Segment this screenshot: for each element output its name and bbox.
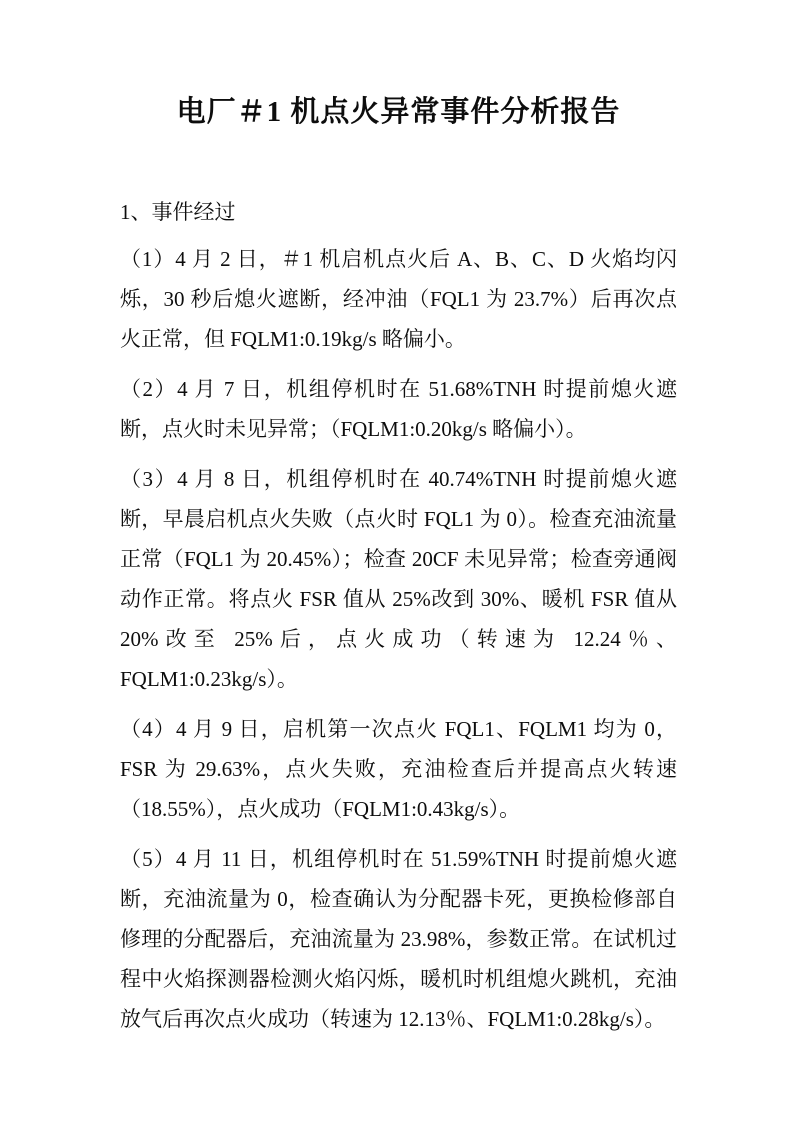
document-title: 电厂＃1 机点火异常事件分析报告	[176, 96, 621, 128]
paragraph-event-3: （3）4 月 8 日，机组停机时在 40.74%TNH 时提前熄火遮断，早晨启机点火失败（点火时 FQL1 为 0）。检查充油流量正常（FQL1 为 20.45%）；检查 20CF 未见异常；检查旁通阀动作正常。将点火 FSR 值从 25%改到 30%、暖机 FSR 值从 20%改至 25%后，点火成功（转速为 12.24％、FQLM1:0.23kg/s）。	[120, 467, 677, 691]
section-heading-event-course: 1、事件经过	[120, 200, 236, 224]
paragraph-event-4: （4）4 月 9 日，启机第一次点火 FQL1、FQLM1 均为 0，FSR 为 29.63%，点火失败，充油检查后并提高点火转速（18.55%），点火成功（FQLM1:0.43kg/s）。	[120, 717, 677, 821]
paragraph-event-2: （2）4 月 7 日，机组停机时在 51.68%TNH 时提前熄火遮断，点火时未见异常；（FQLM1:0.20kg/s 略偏小）。	[120, 377, 677, 441]
document-content	[120, 0, 677, 1046]
paragraph-event-1: （1）4 月 2 日，＃1 机启机点火后 A、B、C、D 火焰均闪烁，30 秒后熄火遮断，经冲油（FQL1 为 23.7%）后再次点火正常，但 FQLM1:0.19kg/s 略偏小。	[120, 247, 677, 351]
paragraph-event-5: （5）4 月 11 日，机组停机时在 51.59%TNH 时提前熄火遮断，充油流量为 0，检查确认为分配器卡死，更换检修部自修理的分配器后，充油流量为 23.98%，参数正常。在试机过程中火焰探测器检测火焰闪烁，暖机时机组熄火跳机，充油放气后再次点火成功（转速为 12.13％、FQLM1:0.28kg/s）。	[120, 847, 677, 1031]
